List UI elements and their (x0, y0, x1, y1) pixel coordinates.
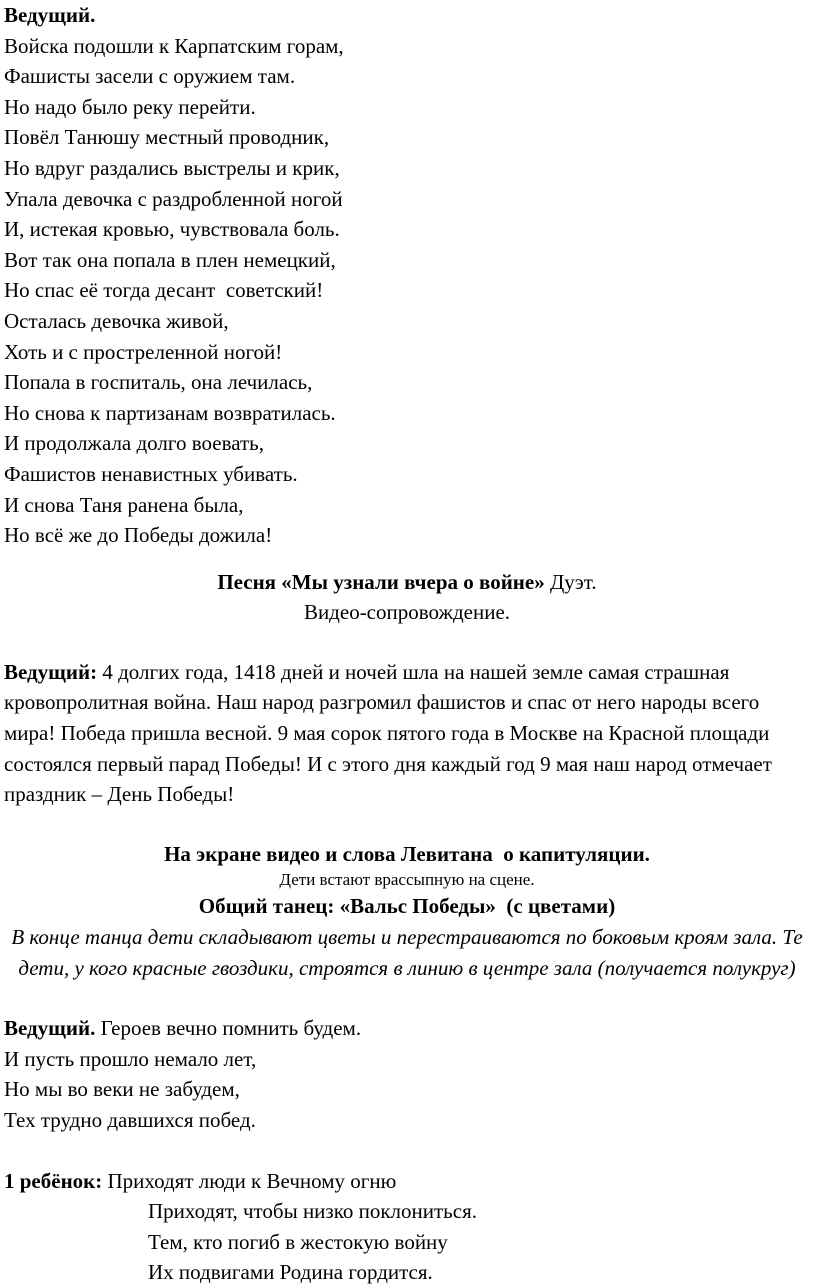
poem-line: Их подвигами Родина гордится. (148, 1260, 433, 1285)
screen-heading: На экране видео и слова Левитана о капитуляции. (164, 841, 650, 866)
poem-line: Приходят люди к Вечному огню (102, 1168, 397, 1193)
poem-line: Героев вечно помнить будем. (95, 1016, 362, 1041)
poem-line: Повёл Танюшу местный проводник, (4, 125, 330, 150)
poem-line: Но мы во веки не забудем, (4, 1077, 240, 1102)
poem-line: Но надо было реку перейти. (4, 94, 256, 119)
dance-title: Общий танец: «Вальс Победы» (с цветами) (198, 894, 616, 919)
poem-line: И пусть прошло немало лет, (4, 1046, 257, 1071)
poem-line: Фашисты засели с оружием там. (4, 64, 296, 89)
poem-line: Приходят, чтобы низко поклониться. (148, 1199, 477, 1224)
poem-line: Тех трудно давшихся побед. (4, 1108, 256, 1132)
poem-line: И, истекая кровью, чувствовала боль. (4, 217, 340, 242)
poem-line: Хоть и с простреленной ногой! (4, 339, 283, 364)
poem-line: Попала в госпиталь, она лечилась, (4, 370, 313, 395)
poem-section-1 (4, 0, 810, 551)
song-title-bold: Песня «Мы узнали вчера о войне» (217, 569, 545, 594)
poem-line: Но спас её тогда десант советский! (4, 278, 324, 303)
poem-line: Но всё же до Победы дожила! (4, 523, 273, 548)
poem-line: И снова Таня ранена была, (4, 492, 244, 517)
paragraph-body: 4 долгих года, 1418 дней и ночей шла на нашей земле самая страшная кровопролитная война. Наш народ разгромил фашистов и спас от него народы всего мира! Победа пришла весной. 9 мая сорок пятого года в Москве на Красной площади состоялся первый парад Победы! И с этого дня каждый год 9 мая наш народ отмечает праздник – День Победы! (4, 659, 772, 807)
song-title (4, 567, 810, 598)
presenter-text (4, 657, 810, 810)
poem-line: Войска подошли к Карпатским горам, (4, 33, 344, 58)
poem-line: Тем, кто погиб в жестокую войну (148, 1229, 448, 1254)
speaker-label: Ведущий. (4, 3, 96, 27)
speaker-label: Ведущий. (4, 1016, 96, 1041)
poem-section-4 (4, 1166, 810, 1288)
poem-line: Осталась девочка живой, (4, 308, 229, 333)
dance-instruction: В конце танца дети складывают цветы и перестраиваются по боковым кроям зала. Те дети, у кого красные гвоздики, строятся в линию в центре зала (получается полукруг) (11, 925, 803, 980)
poem-line: Но снова к партизанам возвратилась. (4, 400, 336, 425)
poem-first-line (4, 1013, 810, 1044)
song-subtitle: Видео-сопровождение. (303, 600, 511, 625)
poem-line: Вот так она попала в плен немецкий, (4, 247, 336, 272)
speaker-label: Ведущий: (4, 659, 98, 684)
speaker-label: 1 ребёнок: (4, 1168, 103, 1193)
song-block (4, 567, 810, 628)
document-page (4, 0, 810, 1288)
poem-line: Но вдруг раздались выстрелы и крик, (4, 155, 340, 180)
poem-first-line (4, 1166, 810, 1197)
poem-line: Упала девочка с раздробленной ногой (4, 186, 343, 211)
poem-line: И продолжала долго воевать, (4, 431, 264, 456)
screen-block (4, 839, 810, 983)
presenter-paragraph (4, 657, 810, 810)
stage-note: Дети встают врассыпную на сцене. (279, 870, 535, 890)
song-title-rest: Дуэт. (544, 569, 597, 594)
poem-section-3 (4, 1013, 810, 1135)
poem-line: Фашистов ненавистных убивать. (4, 461, 298, 486)
